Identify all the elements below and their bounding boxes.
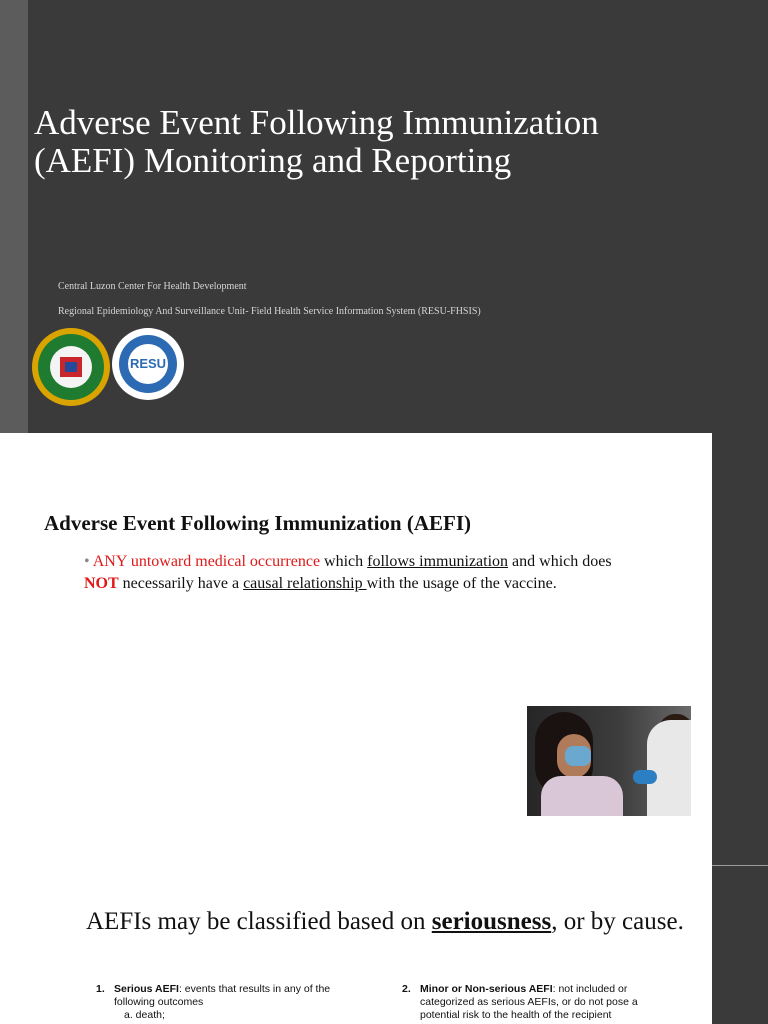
any-text: ANY [92,553,127,570]
slide-title-line1: Adverse Event Following Immunization [34,103,599,142]
item-number: 1. [96,983,105,995]
untoward-text: untoward medical occurrence [126,553,321,570]
item-number: 2. [402,983,411,995]
slide-title-line2: (AEFI) Monitoring and Reporting [34,141,512,180]
serious-aefi-text: : events that results in any of the following outcomes [114,983,331,1008]
necessarily-text: necessarily have a [118,575,244,592]
vaccination-photo [527,706,691,816]
left-accent-bar [0,0,28,433]
which-text: which [320,553,368,570]
not-text: NOT [84,575,119,592]
slide-title [34,104,734,180]
definition-bullet [84,551,624,595]
causal-relationship-text: causal relationship [243,575,367,592]
slide-gap [712,433,768,866]
slide-gap [712,866,768,1024]
subtitle-unit: Regional Epidemiology And Surveillance Unit- Field Health Service Information System (RESU-FHSIS) [58,306,481,317]
definition-slide [0,433,712,866]
classification-heading [86,906,706,938]
doh-seal-logo [32,328,110,406]
heading-post: , or by cause. [551,908,684,935]
with-usage-text: with the usage of the vaccine. [366,575,557,592]
resu-logo-text: RESU [128,344,168,384]
minor-aefi-text: : not included or categorized as serious AEFIs, or do not pose a potential risk to the health of the recipient [420,983,638,1021]
serious-aefi-label: Serious AEFI [114,983,179,995]
and-which-does-text: and which does [508,553,612,570]
death-subitem: a. death; [124,1009,165,1021]
resu-logo [112,328,184,400]
seriousness-text: seriousness [431,908,552,935]
title-slide [0,0,768,433]
heading-pre: AEFIs may be classified based on [86,908,432,935]
classification-slide [0,866,712,1024]
bullet-dot: • [84,553,90,570]
follows-immunization-text: follows immunization [367,553,509,570]
subtitle-organization: Central Luzon Center For Health Development [58,281,247,292]
definition-heading: Adverse Event Following Immunization (AEFI) [44,511,471,535]
minor-aefi-label: Minor or Non-serious AEFI [420,983,553,995]
